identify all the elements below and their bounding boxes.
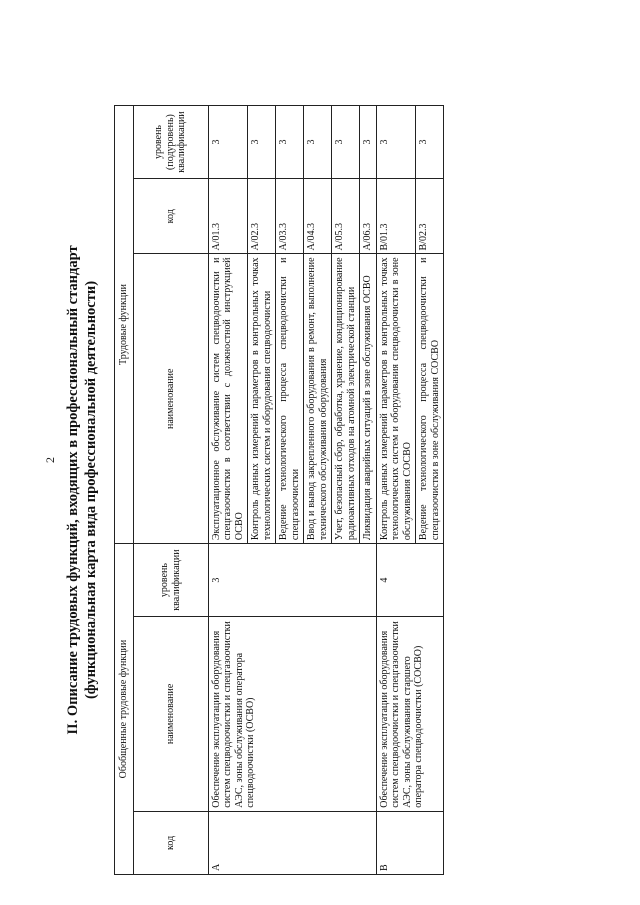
function-name-cell: Эксплуатационное обслуживание систем спецводоочистки и спецгазоочистки в соответствии с должностной инструкцией ОСВО [208,254,248,544]
function-level-cell: 3 [376,106,416,179]
functional-map-table [114,105,444,875]
heading-line-1: II. Описание трудовых функций, входящих в профессиональный стандарт [65,245,81,735]
table-row [376,106,416,875]
function-level-cell: 3 [332,106,360,179]
function-code-cell: B/02.3 [416,179,444,254]
function-code-cell: B/01.3 [376,179,416,254]
function-name-cell: Ведение технологического процесса спецводоочистки и спецгазоочистки в зоне обслуживания СОСВО [416,254,444,544]
page-heading [64,105,100,875]
group-name-cell: Обеспечение эксплуатации оборудования систем спецводоочистки и спецгазоочистки АЭС, зоны обслуживания старшего оператора спецводоочистки (СОСВО) [376,617,444,812]
col-name-header: наименование [133,617,208,812]
function-level-cell: 3 [208,106,248,179]
function-level-cell: 3 [360,106,377,179]
function-code-cell: A/06.3 [360,179,377,254]
function-level-cell: 3 [276,106,304,179]
function-level-cell: 3 [248,106,276,179]
group-level-cell: 4 [376,544,444,617]
function-name-cell: Контроль данных измерений параметров в контрольных точках технологических систем и оборудования спецводоочистки [248,254,276,544]
function-name-cell: Ликвидация аварийных ситуаций в зоне обслуживания ОСВО [360,254,377,544]
col-code-header: код [133,811,208,874]
rotated-page [64,105,604,875]
function-name-cell: Ведение технологического процесса спецводоочистки и спецгазоочистки [276,254,304,544]
col-tf-name-header: наименование [133,254,208,544]
col-level-header: уровень квалификации [133,544,208,617]
function-level-cell: 3 [416,106,444,179]
function-level-cell: 3 [304,106,332,179]
group-code-cell: A [208,811,376,874]
group-name-cell: Обеспечение эксплуатации оборудования систем спецводоочистки и спецгазоочистки АЭС, зоны обслуживания оператора спецводоочистки (ОСВО) [208,617,376,812]
function-code-cell: A/03.3 [276,179,304,254]
function-code-cell: A/04.3 [304,179,332,254]
page-number: 2 [43,457,57,463]
function-code-cell: A/05.3 [332,179,360,254]
function-name-cell: Контроль данных измерений параметров в контрольных точках технологических систем и оборудования спецводоочистки в зоне обслуживания СОСВО [376,254,416,544]
heading-line-2: (функциональная карта вида профессиональной деятельности) [83,280,99,700]
function-name-cell: Учет, безопасный сбор, обработка, хранение, кондиционирование радиоактивных отходов на атомной электрической станции [332,254,360,544]
function-name-cell: Ввод и вывод закрепленного оборудования в ремонт, выполнение технического обслуживания оборудования [304,254,332,544]
col-tf-code-header: код [133,179,208,254]
group-level-cell: 3 [208,544,376,617]
col-sublevel-header: уровень (подуровень) квалификации [133,106,208,179]
function-code-cell: A/02.3 [248,179,276,254]
function-code-cell: A/01.3 [208,179,248,254]
group-code-cell: B [376,811,444,874]
labor-functions-header: Трудовые функции [115,106,134,544]
generalized-functions-header: Обобщенные трудовые функции [115,544,134,875]
table-row [208,106,248,875]
